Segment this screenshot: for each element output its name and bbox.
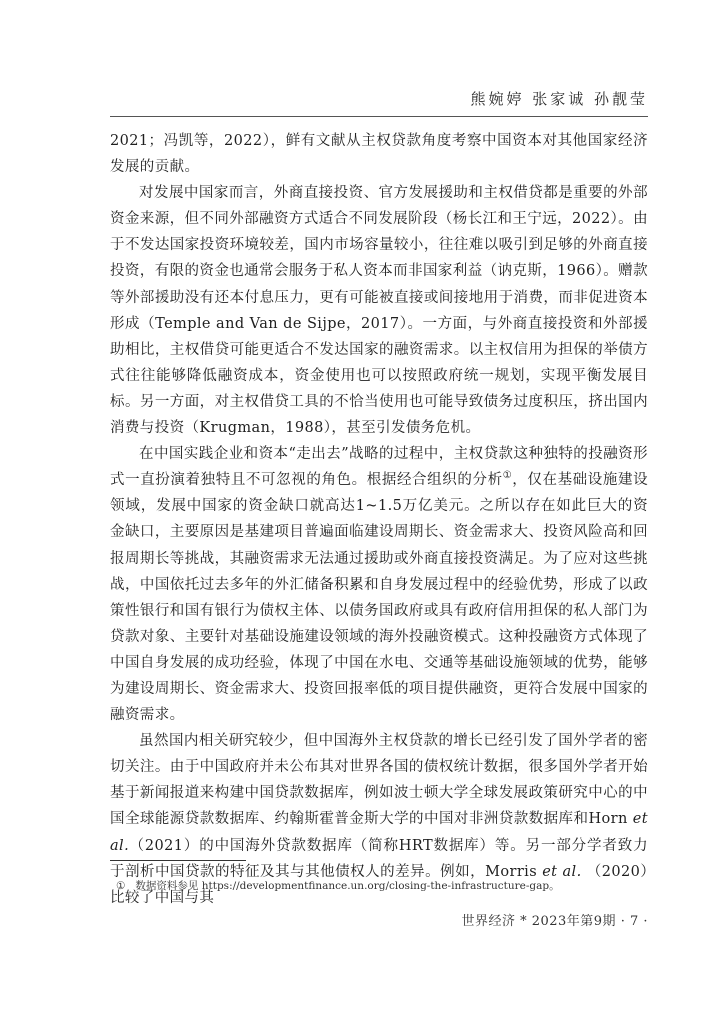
footnote-text: 数据资料参见 https://developmentfinance.un.org/closing-the-infrastructure-gap。 <box>135 880 560 892</box>
footnote-marker[interactable]: ① <box>502 470 513 482</box>
footnote-rule <box>110 860 246 861</box>
paragraph-3-part-a: 在中国实践企业和资本“走出去”战略的过程中，主权贷款这种独特的投融资形式一直扮演着独特且不可忽视的角色。根据经合组织的分析 <box>110 446 648 489</box>
footnote-number: ① <box>116 880 126 892</box>
paragraph-1: 2021；冯凯等，2022），鲜有文献从主权贷款角度考察中国资本对其他国家经济发展的贡献。 <box>110 133 648 176</box>
paragraph-4-part-c: （2020）比较了中国与其 <box>110 863 648 906</box>
paragraph-3-part-b: ，仅在基础设施建设领域，发展中国家的资金缺口就高达1~1.5万亿美元。之所以存在如此巨大的资金缺口，主要原因是基建项目普遍面临建设周期长、资金需求大、投资风险高和回报周期长等挑战，其融资需求无法通过援助或外商直接投资满足。为了应对这些挑战，中国依托过去多年的外汇储备积累和自身发展过程中的经验优势，形成了以政策性银行和国有银行为债权主体、以债务国政府或具有政府信用担保的私人部门为贷款对象、主要针对基础设施建设领域的海外投融资模式。这种投融资方式体现了中国自身发展的成功经验，体现了中国在水电、交通等基础设施领域的优势，能够为建设周期长、资金需求大、投资回报率低的项目提供融资，更符合发展中国家的融资需求。 <box>110 472 648 724</box>
paragraph-3 <box>110 441 648 728</box>
paragraph-2: 对发展中国家而言，外商直接投资、官方发展援助和主权借贷都是重要的外部资金来源，但不同外部融资方式适合不同发展阶段（杨长江和王宁远，2022）。由于不发达国家投资环境较差，国内市场容量较小，往往难以吸引到足够的外商直接投资，有限的资金也通常会服务于私人资本而非国家利益（讷克斯，1966）。赠款等外部援助没有还本付息压力，更有可能被直接或间接地用于消费，而非促进资本形成（Temple and Van de Sijpe，2017）。一方面，与外商直接投资和外部援助相比，主权借贷可能更适合不发达国家的融资需求。以主权信用为担保的举债方式往往能够降低融资成本，资金使用也可以按照政府统一规划，实现平衡发展目标。另一方面，对主权借贷工具的不恰当使用也可能导致债务过度积压，挤出国内消费与投资（Krugman，1988），甚至引发债务危机。 <box>110 185 648 437</box>
paragraph-4-part-a: 虽然国内相关研究较少，但中国海外主权贷款的增长已经引发了国外学者的密切关注。由于中国政府并未公布其对世界各国的债权统计数据，很多国外学者开始基于新闻报道来构建中国贷款数据库，例如波士顿大学全球发展政策研究中心的中国全球能源贷款数据库、约翰斯霍普金斯大学的中国对非洲贷款数据库和Horn <box>110 733 648 828</box>
footnote <box>110 878 648 893</box>
et-al-1: et al. <box>110 811 648 854</box>
header-rule <box>110 116 648 117</box>
header-authors: 熊婉婷 张家诚 孙靓莹 <box>470 90 648 108</box>
paragraph-4-part-b: （2021）的中国海外贷款数据库（简称HRT数据库）等。另一部分学者致力于剖析中国贷款的特征及其与其他债权人的差异。例如，Morris <box>110 837 648 880</box>
body-text <box>110 128 648 911</box>
et-al-2: et al. <box>542 863 582 880</box>
footer-journal-info: 世界经济 * 2023年第9期 · 7 · <box>461 914 648 929</box>
